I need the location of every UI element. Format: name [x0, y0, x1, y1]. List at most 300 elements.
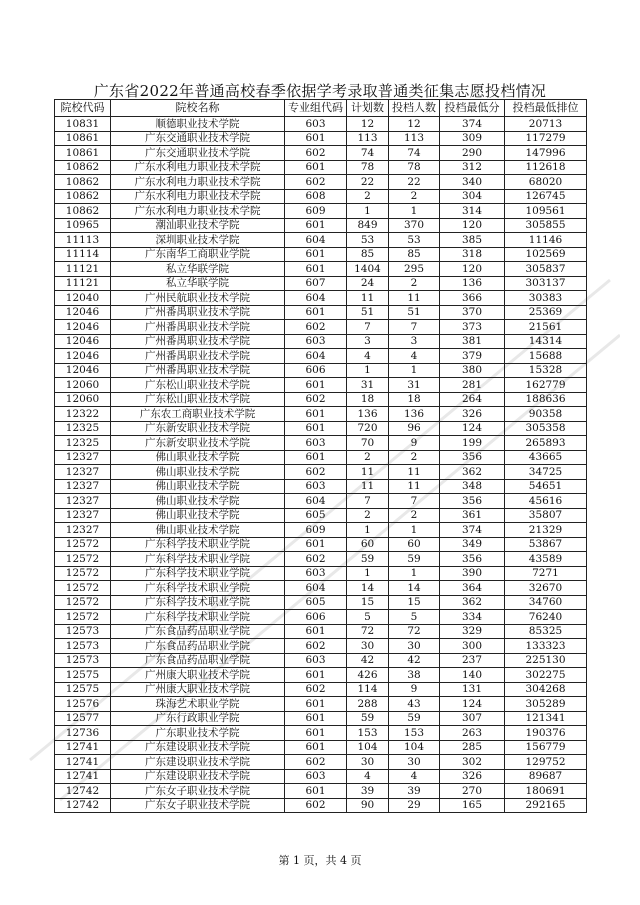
table-row	[55, 320, 587, 335]
cell-admitted-count: 22	[389, 175, 440, 190]
cell-min-score: 124	[440, 421, 505, 436]
cell-admitted-count: 72	[389, 624, 440, 639]
cell-school-code: 10965	[55, 218, 111, 233]
cell-min-rank: 102569	[505, 247, 587, 262]
cell-school-name: 广东女子职业技术学院	[111, 798, 285, 813]
table-row	[55, 668, 587, 683]
cell-school-name: 广东行政职业学院	[111, 711, 285, 726]
cell-school-code: 10862	[55, 204, 111, 219]
table-row	[55, 392, 587, 407]
cell-group-code: 601	[285, 726, 347, 741]
cell-school-name: 佛山职业技术学院	[111, 508, 285, 523]
cell-group-code: 603	[285, 566, 347, 581]
cell-school-code: 11121	[55, 276, 111, 291]
cell-admitted-count: 29	[389, 798, 440, 813]
cell-min-rank: 21561	[505, 320, 587, 335]
cell-school-name: 广东食品药品职业学院	[111, 653, 285, 668]
cell-group-code: 601	[285, 697, 347, 712]
cell-school-name: 广东交通职业技术学院	[111, 146, 285, 161]
cell-group-code: 601	[285, 740, 347, 755]
table-row	[55, 204, 587, 219]
cell-min-score: 362	[440, 595, 505, 610]
table-row	[55, 581, 587, 596]
cell-group-code: 607	[285, 276, 347, 291]
table-row	[55, 479, 587, 494]
cell-school-name: 私立华联学院	[111, 276, 285, 291]
cell-min-rank: 85325	[505, 624, 587, 639]
cell-group-code: 604	[285, 581, 347, 596]
cell-min-rank: 89687	[505, 769, 587, 784]
table-row	[55, 682, 587, 697]
table-row	[55, 349, 587, 364]
cell-admitted-count: 39	[389, 784, 440, 799]
cell-admitted-count: 96	[389, 421, 440, 436]
cell-school-code: 12575	[55, 668, 111, 683]
cell-plan-count: 60	[347, 537, 389, 552]
cell-school-code: 12742	[55, 784, 111, 799]
cell-min-score: 326	[440, 769, 505, 784]
cell-plan-count: 59	[347, 552, 389, 567]
cell-admitted-count: 7	[389, 494, 440, 509]
cell-plan-count: 4	[347, 349, 389, 364]
cell-plan-count: 288	[347, 697, 389, 712]
cell-min-rank: 126745	[505, 189, 587, 204]
cell-school-code: 12742	[55, 798, 111, 813]
cell-admitted-count: 59	[389, 711, 440, 726]
cell-school-code: 11121	[55, 262, 111, 277]
cell-school-name: 广东水利电力职业技术学院	[111, 204, 285, 219]
cell-school-code: 12046	[55, 349, 111, 364]
table-body	[55, 117, 587, 813]
cell-school-name: 广东职业技术学院	[111, 726, 285, 741]
cell-min-score: 329	[440, 624, 505, 639]
cell-plan-count: 30	[347, 755, 389, 770]
cell-min-rank: 45616	[505, 494, 587, 509]
cell-plan-count: 74	[347, 146, 389, 161]
cell-group-code: 601	[285, 668, 347, 683]
cell-admitted-count: 2	[389, 508, 440, 523]
cell-school-name: 广东水利电力职业技术学院	[111, 160, 285, 175]
cell-min-score: 374	[440, 523, 505, 538]
cell-school-code: 12046	[55, 320, 111, 335]
cell-min-rank: 305289	[505, 697, 587, 712]
table-row	[55, 624, 587, 639]
table-row	[55, 523, 587, 538]
cell-school-name: 广州康大职业技术学院	[111, 668, 285, 683]
cell-group-code: 603	[285, 479, 347, 494]
cell-school-code: 12572	[55, 595, 111, 610]
cell-plan-count: 2	[347, 508, 389, 523]
cell-min-rank: 162779	[505, 378, 587, 393]
cell-group-code: 602	[285, 755, 347, 770]
cell-plan-count: 114	[347, 682, 389, 697]
cell-admitted-count: 18	[389, 392, 440, 407]
cell-school-name: 广东科学技术职业学院	[111, 566, 285, 581]
cell-min-rank: 34760	[505, 595, 587, 610]
cell-group-code: 602	[285, 320, 347, 335]
cell-group-code: 604	[285, 233, 347, 248]
cell-min-score: 340	[440, 175, 505, 190]
cell-min-score: 356	[440, 494, 505, 509]
cell-admitted-count: 295	[389, 262, 440, 277]
cell-admitted-count: 4	[389, 349, 440, 364]
cell-group-code: 603	[285, 769, 347, 784]
page-footer: 第 1 页，共 4 页	[278, 854, 362, 867]
cell-min-score: 390	[440, 566, 505, 581]
cell-min-score: 302	[440, 755, 505, 770]
table-row	[55, 726, 587, 741]
cell-min-score: 300	[440, 639, 505, 654]
cell-admitted-count: 1	[389, 363, 440, 378]
cell-min-rank: 35807	[505, 508, 587, 523]
cell-school-code: 12576	[55, 697, 111, 712]
cell-admitted-count: 31	[389, 378, 440, 393]
cell-plan-count: 51	[347, 305, 389, 320]
cell-school-code: 10862	[55, 189, 111, 204]
cell-min-rank: 133323	[505, 639, 587, 654]
cell-group-code: 604	[285, 291, 347, 306]
cell-plan-count: 11	[347, 291, 389, 306]
cell-min-rank: 53867	[505, 537, 587, 552]
cell-min-rank: 11146	[505, 233, 587, 248]
cell-min-rank: 304268	[505, 682, 587, 697]
cell-school-code: 12046	[55, 305, 111, 320]
cell-school-name: 广东建设职业技术学院	[111, 769, 285, 784]
cell-admitted-count: 85	[389, 247, 440, 262]
cell-school-code: 12573	[55, 653, 111, 668]
cell-school-name: 珠海艺术职业学院	[111, 697, 285, 712]
cell-group-code: 602	[285, 798, 347, 813]
cell-plan-count: 42	[347, 653, 389, 668]
header-group-code: 专业组代码	[285, 100, 347, 117]
cell-plan-count: 22	[347, 175, 389, 190]
cell-admitted-count: 104	[389, 740, 440, 755]
cell-school-code: 12327	[55, 508, 111, 523]
cell-admitted-count: 11	[389, 291, 440, 306]
cell-min-score: 281	[440, 378, 505, 393]
cell-min-score: 366	[440, 291, 505, 306]
cell-school-name: 私立华联学院	[111, 262, 285, 277]
table-row	[55, 450, 587, 465]
cell-admitted-count: 136	[389, 407, 440, 422]
cell-school-name: 广东食品药品职业学院	[111, 624, 285, 639]
cell-min-rank: 156779	[505, 740, 587, 755]
cell-school-name: 广东食品药品职业学院	[111, 639, 285, 654]
cell-plan-count: 1	[347, 566, 389, 581]
cell-school-code: 12060	[55, 392, 111, 407]
cell-school-code: 12327	[55, 450, 111, 465]
cell-school-code: 12741	[55, 769, 111, 784]
cell-min-rank: 15688	[505, 349, 587, 364]
cell-min-score: 385	[440, 233, 505, 248]
cell-group-code: 606	[285, 363, 347, 378]
cell-plan-count: 2	[347, 450, 389, 465]
cell-min-score: 361	[440, 508, 505, 523]
cell-min-score: 326	[440, 407, 505, 422]
cell-min-score: 318	[440, 247, 505, 262]
cell-min-rank: 190376	[505, 726, 587, 741]
cell-group-code: 604	[285, 494, 347, 509]
cell-admitted-count: 42	[389, 653, 440, 668]
table-row	[55, 755, 587, 770]
table-row	[55, 697, 587, 712]
cell-school-code: 12741	[55, 755, 111, 770]
cell-admitted-count: 12	[389, 117, 440, 132]
cell-school-code: 12060	[55, 378, 111, 393]
cell-admitted-count: 11	[389, 479, 440, 494]
cell-admitted-count: 153	[389, 726, 440, 741]
cell-min-rank: 225130	[505, 653, 587, 668]
cell-school-code: 12572	[55, 566, 111, 581]
cell-school-code: 12046	[55, 334, 111, 349]
cell-group-code: 601	[285, 218, 347, 233]
cell-plan-count: 113	[347, 131, 389, 146]
cell-school-code: 12327	[55, 494, 111, 509]
cell-school-name: 潮汕职业技术学院	[111, 218, 285, 233]
cell-plan-count: 12	[347, 117, 389, 132]
table-row	[55, 784, 587, 799]
cell-school-code: 12736	[55, 726, 111, 741]
cell-school-code: 12322	[55, 407, 111, 422]
cell-min-score: 373	[440, 320, 505, 335]
table-row	[55, 305, 587, 320]
cell-school-name: 广东南华工商职业学院	[111, 247, 285, 262]
cell-school-name: 广州番禺职业技术学院	[111, 349, 285, 364]
cell-plan-count: 14	[347, 581, 389, 596]
cell-group-code: 603	[285, 653, 347, 668]
cell-plan-count: 1	[347, 204, 389, 219]
admission-table	[54, 99, 587, 813]
cell-school-name: 广州番禺职业技术学院	[111, 305, 285, 320]
cell-school-name: 广州番禺职业技术学院	[111, 320, 285, 335]
cell-min-score: 380	[440, 363, 505, 378]
table-row	[55, 639, 587, 654]
cell-min-score: 356	[440, 552, 505, 567]
cell-admitted-count: 74	[389, 146, 440, 161]
cell-school-code: 12040	[55, 291, 111, 306]
cell-plan-count: 15	[347, 595, 389, 610]
table-row	[55, 494, 587, 509]
cell-group-code: 601	[285, 160, 347, 175]
cell-plan-count: 18	[347, 392, 389, 407]
cell-min-rank: 117279	[505, 131, 587, 146]
cell-school-code: 10862	[55, 160, 111, 175]
cell-group-code: 609	[285, 523, 347, 538]
cell-group-code: 602	[285, 146, 347, 161]
cell-min-rank: 68020	[505, 175, 587, 190]
cell-group-code: 603	[285, 117, 347, 132]
header-admitted-count: 投档人数	[389, 100, 440, 117]
cell-school-code: 12572	[55, 552, 111, 567]
cell-admitted-count: 2	[389, 276, 440, 291]
cell-min-score: 312	[440, 160, 505, 175]
cell-plan-count: 426	[347, 668, 389, 683]
cell-min-rank: 292165	[505, 798, 587, 813]
table-row	[55, 595, 587, 610]
cell-min-rank: 180691	[505, 784, 587, 799]
cell-school-code: 10861	[55, 131, 111, 146]
cell-group-code: 601	[285, 784, 347, 799]
cell-school-name: 广东新安职业技术学院	[111, 436, 285, 451]
cell-school-code: 10862	[55, 175, 111, 190]
cell-admitted-count: 30	[389, 639, 440, 654]
cell-plan-count: 136	[347, 407, 389, 422]
table-row	[55, 218, 587, 233]
table-row	[55, 189, 587, 204]
cell-plan-count: 31	[347, 378, 389, 393]
cell-school-name: 广东科学技术职业学院	[111, 581, 285, 596]
cell-min-score: 131	[440, 682, 505, 697]
cell-school-code: 11113	[55, 233, 111, 248]
cell-min-rank: 15328	[505, 363, 587, 378]
cell-group-code: 605	[285, 508, 347, 523]
cell-school-code: 12573	[55, 639, 111, 654]
cell-school-code: 12573	[55, 624, 111, 639]
cell-admitted-count: 51	[389, 305, 440, 320]
cell-plan-count: 24	[347, 276, 389, 291]
cell-min-rank: 147996	[505, 146, 587, 161]
cell-plan-count: 104	[347, 740, 389, 755]
table-row	[55, 537, 587, 552]
cell-plan-count: 11	[347, 465, 389, 480]
cell-min-score: 199	[440, 436, 505, 451]
cell-min-score: 370	[440, 305, 505, 320]
cell-plan-count: 849	[347, 218, 389, 233]
cell-min-score: 362	[440, 465, 505, 480]
cell-min-rank: 32670	[505, 581, 587, 596]
cell-school-name: 广州民航职业技术学院	[111, 291, 285, 306]
cell-school-name: 广东新安职业技术学院	[111, 421, 285, 436]
table-row	[55, 175, 587, 190]
cell-group-code: 602	[285, 639, 347, 654]
cell-admitted-count: 1	[389, 523, 440, 538]
cell-plan-count: 78	[347, 160, 389, 175]
cell-school-name: 广州康大职业技术学院	[111, 682, 285, 697]
cell-plan-count: 30	[347, 639, 389, 654]
cell-admitted-count: 43	[389, 697, 440, 712]
table-row	[55, 436, 587, 451]
cell-school-code: 12327	[55, 479, 111, 494]
cell-min-score: 270	[440, 784, 505, 799]
table-row	[55, 711, 587, 726]
cell-min-score: 124	[440, 697, 505, 712]
cell-min-score: 304	[440, 189, 505, 204]
cell-min-score: 364	[440, 581, 505, 596]
cell-min-score: 348	[440, 479, 505, 494]
cell-min-score: 379	[440, 349, 505, 364]
cell-school-name: 深圳职业技术学院	[111, 233, 285, 248]
table-row	[55, 769, 587, 784]
cell-plan-count: 720	[347, 421, 389, 436]
cell-group-code: 601	[285, 378, 347, 393]
cell-min-rank: 54651	[505, 479, 587, 494]
cell-min-rank: 302275	[505, 668, 587, 683]
cell-school-name: 佛山职业技术学院	[111, 479, 285, 494]
cell-school-name: 广东科学技术职业学院	[111, 552, 285, 567]
cell-admitted-count: 14	[389, 581, 440, 596]
cell-group-code: 604	[285, 349, 347, 364]
cell-school-name: 广东交通职业技术学院	[111, 131, 285, 146]
cell-admitted-count: 2	[389, 189, 440, 204]
cell-admitted-count: 1	[389, 566, 440, 581]
cell-plan-count: 39	[347, 784, 389, 799]
table-row	[55, 291, 587, 306]
header-school-name: 院校名称	[111, 100, 285, 117]
cell-school-code: 12572	[55, 581, 111, 596]
cell-plan-count: 7	[347, 320, 389, 335]
header-min-score: 投档最低分	[440, 100, 505, 117]
table-header-row	[55, 100, 587, 117]
cell-admitted-count: 59	[389, 552, 440, 567]
cell-group-code: 602	[285, 682, 347, 697]
table-row	[55, 160, 587, 175]
cell-min-rank: 305358	[505, 421, 587, 436]
cell-plan-count: 70	[347, 436, 389, 451]
cell-admitted-count: 370	[389, 218, 440, 233]
cell-min-score: 374	[440, 117, 505, 132]
cell-group-code: 601	[285, 624, 347, 639]
cell-group-code: 601	[285, 305, 347, 320]
cell-group-code: 602	[285, 552, 347, 567]
table-row	[55, 508, 587, 523]
cell-school-name: 佛山职业技术学院	[111, 450, 285, 465]
table-row	[55, 378, 587, 393]
cell-school-name: 顺德职业技术学院	[111, 117, 285, 132]
cell-group-code: 601	[285, 247, 347, 262]
header-school-code: 院校代码	[55, 100, 111, 117]
cell-school-name: 广东女子职业技术学院	[111, 784, 285, 799]
cell-min-rank: 20713	[505, 117, 587, 132]
cell-group-code: 605	[285, 595, 347, 610]
cell-group-code: 601	[285, 407, 347, 422]
cell-min-rank: 14314	[505, 334, 587, 349]
cell-admitted-count: 1	[389, 204, 440, 219]
cell-min-rank: 76240	[505, 610, 587, 625]
cell-min-score: 136	[440, 276, 505, 291]
cell-min-score: 237	[440, 653, 505, 668]
cell-school-code: 12572	[55, 610, 111, 625]
table-row	[55, 233, 587, 248]
cell-school-name: 佛山职业技术学院	[111, 494, 285, 509]
cell-group-code: 601	[285, 537, 347, 552]
cell-admitted-count: 60	[389, 537, 440, 552]
cell-admitted-count: 11	[389, 465, 440, 480]
table-row	[55, 334, 587, 349]
cell-min-rank: 305855	[505, 218, 587, 233]
cell-plan-count: 5	[347, 610, 389, 625]
table-row	[55, 247, 587, 262]
cell-admitted-count: 3	[389, 334, 440, 349]
cell-school-name: 广东建设职业技术学院	[111, 740, 285, 755]
cell-school-code: 12577	[55, 711, 111, 726]
cell-min-score: 165	[440, 798, 505, 813]
cell-min-score: 356	[440, 450, 505, 465]
header-plan-count: 计划数	[347, 100, 389, 117]
cell-group-code: 603	[285, 334, 347, 349]
cell-min-rank: 303137	[505, 276, 587, 291]
cell-school-name: 佛山职业技术学院	[111, 523, 285, 538]
cell-school-code: 12046	[55, 363, 111, 378]
cell-plan-count: 153	[347, 726, 389, 741]
cell-min-score: 285	[440, 740, 505, 755]
cell-min-rank: 109561	[505, 204, 587, 219]
cell-min-score: 290	[440, 146, 505, 161]
table-row	[55, 465, 587, 480]
cell-min-score: 309	[440, 131, 505, 146]
cell-min-rank: 112618	[505, 160, 587, 175]
cell-school-code: 12327	[55, 523, 111, 538]
cell-group-code: 601	[285, 131, 347, 146]
